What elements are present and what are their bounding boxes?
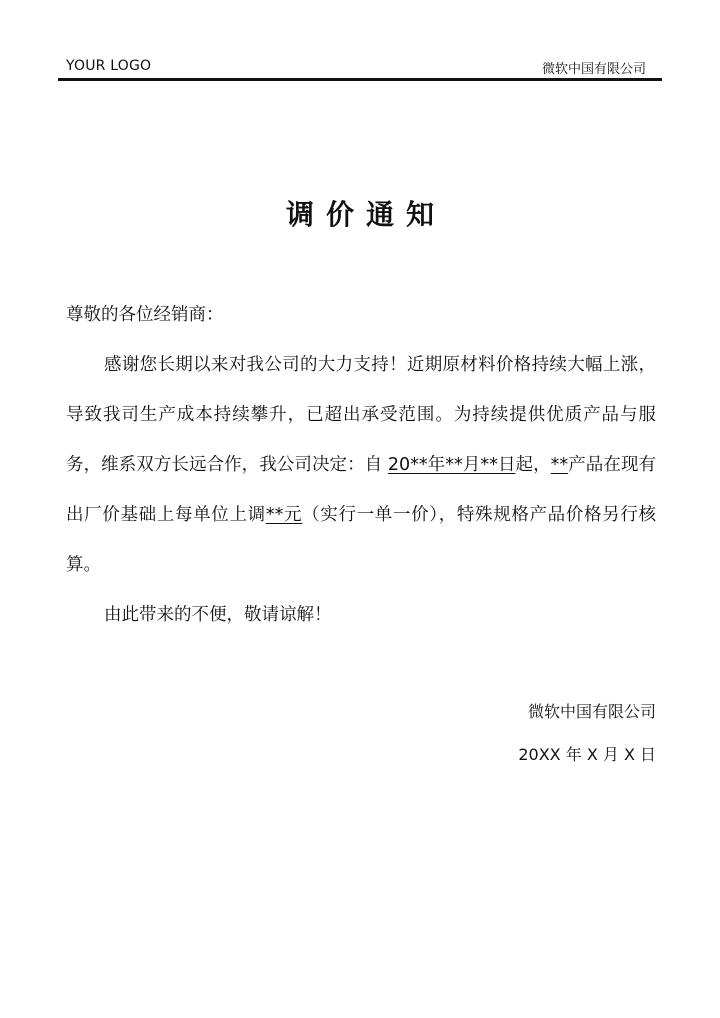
logo-text: YOUR LOGO: [66, 58, 152, 74]
salutation: 尊敬的各位经销商：: [66, 305, 224, 325]
paragraph-text-1: 感谢您长期以来对我公司的大力支持！近期原材料价格持续大幅上涨，导致我司生产成本持续攀升，已超出承受范围。为持续提供优质产品与服务，维系双方长远合作，我公司决定：自: [66, 355, 656, 475]
increase-amount-blank: **元: [265, 505, 303, 525]
page-header: [58, 56, 662, 76]
signature-block: [518, 690, 656, 776]
document-title: 调价通知: [285, 198, 446, 231]
product-name-blank: **: [550, 455, 569, 475]
header-company-name: 微软中国有限公司: [541, 62, 646, 77]
paragraph-text-4: （实行一单一价），特殊规格产品价格另行核算。: [66, 505, 657, 575]
paragraph-text-3: 产品在现有出厂价基础上每单位上调: [66, 455, 657, 525]
header-divider: [58, 78, 662, 81]
signature-company: 微软中国有限公司: [527, 702, 656, 721]
document-body: [66, 290, 656, 640]
effective-date-blank: 20**年**月**日: [387, 455, 516, 475]
paragraph-price-adjustment: [66, 340, 656, 590]
paragraph-apology: 由此带来的不便，敬请谅解！: [104, 605, 332, 625]
paragraph-text-2: 起，: [515, 455, 551, 475]
signature-date: 20XX 年 X 月 X 日: [518, 745, 656, 764]
